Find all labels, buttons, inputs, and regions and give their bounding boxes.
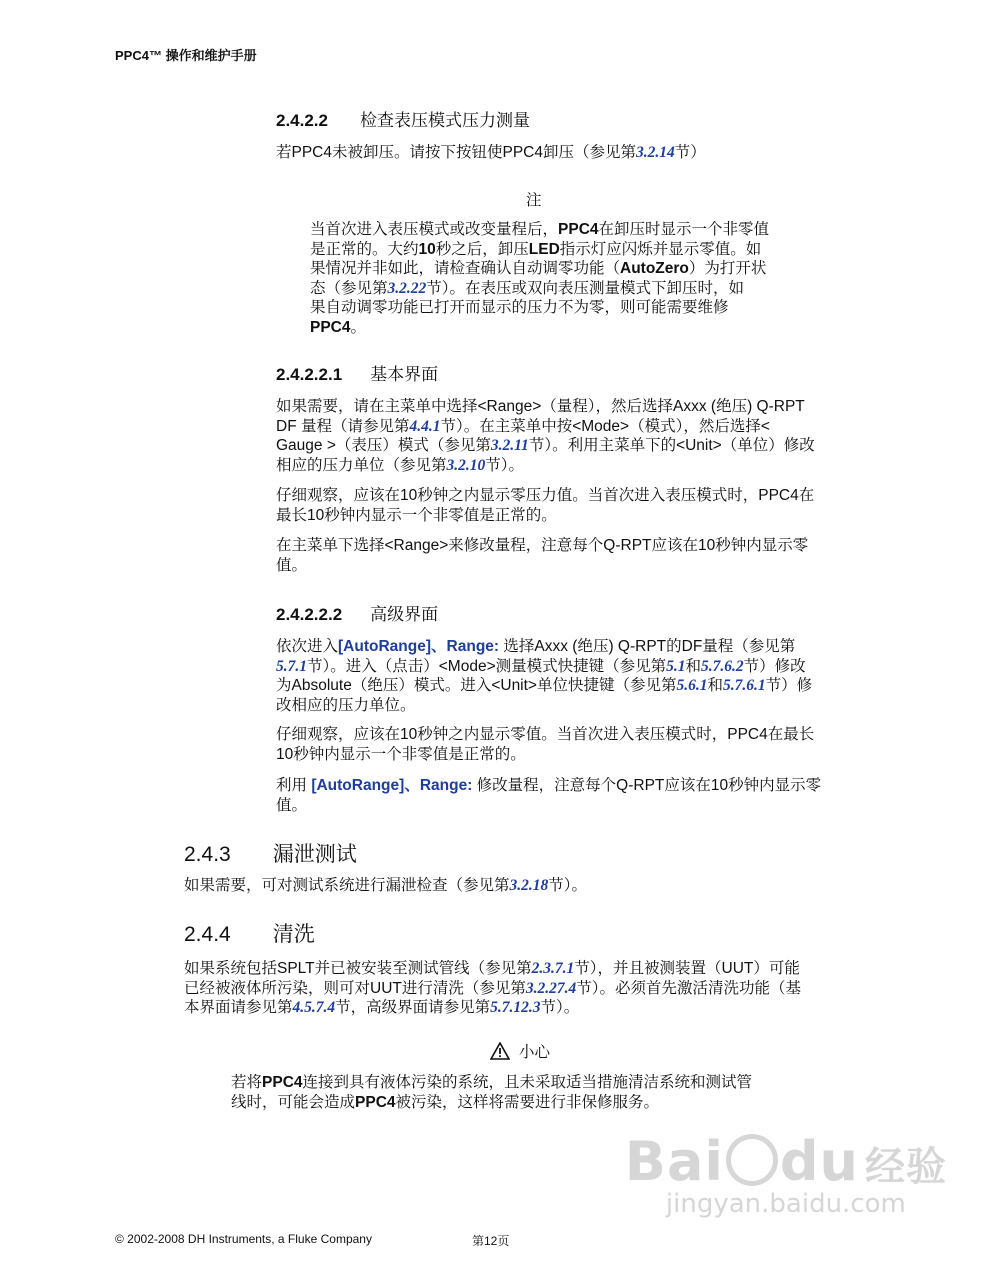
note-body xyxy=(310,220,769,337)
note-line: PPC4。 xyxy=(310,318,367,336)
section-title: 高级界面 xyxy=(370,605,439,624)
section-link[interactable]: 5.7.1 xyxy=(276,657,307,675)
section-heading-2-4-2-2 xyxy=(276,106,530,131)
footer-copyright: © 2002-2008 DH Instruments, a Fluke Company xyxy=(115,1232,372,1246)
section-link[interactable]: 3.2.22 xyxy=(387,279,427,297)
text: 若PPC4未被卸压。请按下按钮使PPC4卸压（参见第 xyxy=(276,144,636,161)
paragraph: 如果需要，请在主菜单中选择<Range>（量程），然后选择Axxx (绝压) Q-RPT DF 量程（请参见第4.4.1节）。在主菜单中按<Mode>（模式），然后选择< Gauge >（表压）模式（参见第3.2.11节）。利用主菜单下的<Unit>（单位）修改 相应的压力单位（参见第3.2.10节）。 xyxy=(276,398,815,474)
section-link[interactable]: 4.4.1 xyxy=(409,417,441,435)
section-heading-2-4-4 xyxy=(184,918,315,948)
section-link[interactable]: 5.6.1 xyxy=(676,677,708,694)
section-link[interactable]: 5.7.6.1 xyxy=(723,677,766,694)
section-heading-2-4-3 xyxy=(184,838,357,868)
paragraph: 依次进入[AutoRange]、Range: 选择Axxx (绝压) Q-RPT的DF量程（参见第 5.7.1节）。进入（点击）<Mode>测量模式快捷键（参见第5.1和5.7.6.2节）修改 为Absolute（绝压）模式。进入<Unit>单位快捷键（参见第5.6.1和5.7.6.1节）修 改相应的压力单位。 xyxy=(276,638,813,714)
section-link[interactable]: 5.1 xyxy=(666,657,686,675)
section-link[interactable]: 3.2.10 xyxy=(446,456,486,474)
paw-icon xyxy=(726,1134,778,1186)
section-number: 2.4.4 xyxy=(184,923,231,946)
section-link[interactable]: 5.7.12.3 xyxy=(490,999,541,1016)
paragraph: 仔细观察，应该在10秒钟之内显示零压力值。当首次进入表压模式时，PPC4在 最长10秒钟内显示一个非零值是正常的。 xyxy=(276,487,815,524)
section-title: 清洗 xyxy=(272,923,315,946)
section-number: 2.4.2.2.2 xyxy=(276,605,343,624)
section-number: 2.4.2.2.1 xyxy=(276,365,343,384)
section-link[interactable]: 3.2.14 xyxy=(635,144,675,161)
caution-title xyxy=(490,1040,550,1062)
section-link[interactable]: 3.2.18 xyxy=(509,877,549,894)
section-title: 检查表压模式压力测量 xyxy=(360,111,530,130)
text: 节） xyxy=(674,144,706,161)
footer-page-number: 第12页 xyxy=(472,1234,510,1248)
page-header: PPC4™ 操作和维护手册 xyxy=(115,48,257,63)
note-title: 注 xyxy=(526,192,542,209)
section-title: 漏泄测试 xyxy=(272,843,357,866)
paragraph: 如果需要，可对测试系统进行漏泄检查（参见第3.2.18节）。 xyxy=(184,877,588,894)
section-heading-2-4-2-2-1 xyxy=(276,360,438,385)
section-number: 2.4.2.2 xyxy=(276,111,328,130)
paragraph: 如果系统包括SPLT并已被安装至测试管线（参见第2.3.7.1节），并且被测装置（UUT）可能 已经被液体所污染，则可对UUT进行清洗（参见第3.2.27.4节）。必须首先激活清洗功能（基 本界面请参见第4.5.7.4节，高级界面请参见第5.7.12.3节）。 xyxy=(184,960,801,1016)
menu-keyword: Range: xyxy=(446,638,500,655)
section-link[interactable]: 2.3.7.1 xyxy=(531,960,575,977)
section-number: 2.4.3 xyxy=(184,843,231,866)
caution-label: 小心 xyxy=(519,1044,551,1061)
section-link[interactable]: 3.2.11 xyxy=(490,437,529,454)
menu-keyword: [AutoRange] xyxy=(311,777,405,794)
note-line: 果情况并非如此，请检查确认自动调零功能（AutoZero）为打开状 xyxy=(310,260,767,277)
paragraph: 利用 [AutoRange]、Range: 修改量程，注意每个Q-RPT应该在10秒钟内显示零 值。 xyxy=(276,777,822,814)
caution-body: 若将PPC4连接到具有液体污染的系统，且未采取适当措施清洁系统和测试管 线时，可能会造成PPC4被污染，这样将需要进行非保修服务。 xyxy=(231,1074,753,1111)
note-line: 当首次进入表压模式或改变量程后，PPC4在卸压时显示一个非零值 xyxy=(310,221,770,238)
section-link[interactable]: 4.5.7.4 xyxy=(292,999,336,1016)
note-line: 是正常的。大约10秒之后，卸压LED指示灯应闪烁并显示零值。如 xyxy=(310,240,762,258)
baidu-watermark: Bai du 经验 jingyan.baidu.com xyxy=(624,1130,947,1219)
paragraph: 在主菜单下选择<Range>来修改量程，注意每个Q-RPT应该在10秒钟内显示零 值。 xyxy=(276,537,809,574)
section-heading-2-4-2-2-2 xyxy=(276,600,438,625)
warning-icon xyxy=(490,1042,510,1060)
note-line: 果自动调零功能已打开而显示的压力不为零，则可能需要维修 xyxy=(310,299,729,316)
note-line: 态（参见第3.2.22节）。在表压或双向表压测量模式下卸压时，如 xyxy=(310,279,745,297)
menu-keyword: [AutoRange] xyxy=(338,638,432,655)
paragraph-intro xyxy=(276,143,706,163)
paragraph: 仔细观察，应该在10秒钟之内显示零值。当首次进入表压模式时，PPC4在最长 10秒钟内显示一个非零值是正常的。 xyxy=(276,726,815,763)
menu-keyword: Range: xyxy=(419,777,473,794)
section-link[interactable]: 5.7.6.2 xyxy=(701,657,744,675)
section-link[interactable]: 3.2.27.4 xyxy=(525,979,577,997)
section-title: 基本界面 xyxy=(370,365,439,384)
